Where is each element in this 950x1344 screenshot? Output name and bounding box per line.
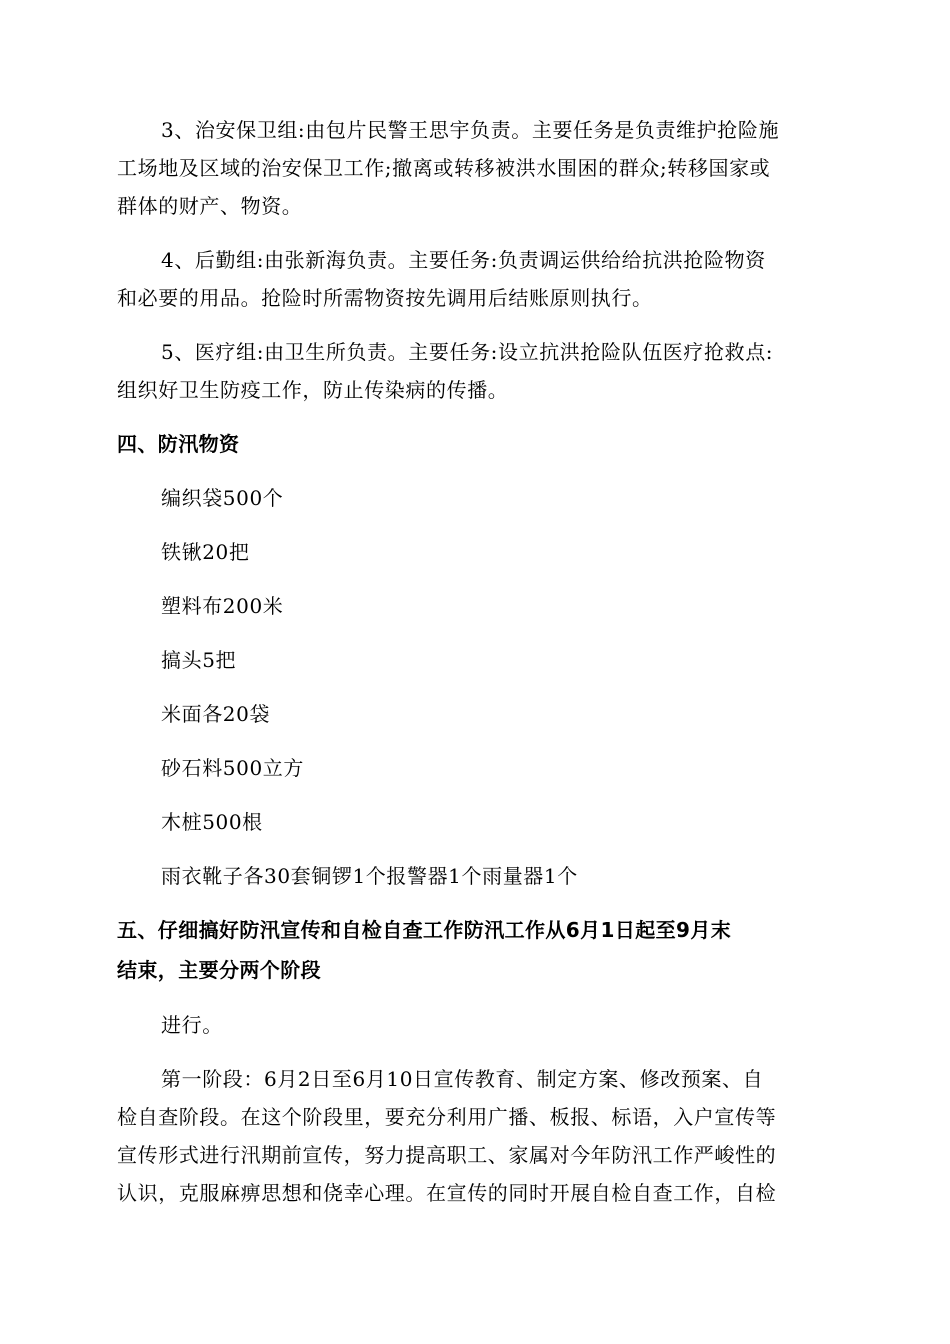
- material-item: 雨衣靴子各30套铜锣1个报警器1个雨量器1个: [161, 864, 578, 888]
- material-item: 木桩500根: [161, 810, 263, 834]
- item-3-line-3: 群体的财产、物资。: [117, 194, 303, 218]
- item-5-line-1: 5、医疗组:由卫生所负责。主要任务:设立抗洪抢险队伍医疗抢救点:: [161, 340, 774, 364]
- material-item: 搞头5把: [161, 648, 237, 672]
- material-item: 编织袋500个: [161, 486, 284, 510]
- stage-1-line-1: 第一阶段：6月2日至6月10日宣传教育、制定方案、修改预案、自: [161, 1067, 764, 1091]
- section-5-heading-line-2: 结束，主要分两个阶段: [117, 958, 321, 982]
- item-3-line-1: 3、治安保卫组:由包片民警王思宇负责。主要任务是负责维护抢险施: [161, 118, 780, 142]
- material-item: 塑料布200米: [161, 594, 284, 618]
- stage-1-line-4: 认识，克服麻痹思想和侥幸心理。在宣传的同时开展自检自查工作，自检: [117, 1181, 777, 1205]
- material-item: 米面各20袋: [161, 702, 271, 726]
- stage-1-line-2: 检自查阶段。在这个阶段里，要充分利用广播、板报、标语，入户宣传等: [117, 1105, 777, 1129]
- stage-1-line-3: 宣传形式进行汛期前宣传，努力提高职工、家属对今年防汛工作严峻性的: [117, 1143, 777, 1167]
- item-5-line-2: 组织好卫生防疫工作，防止传染病的传播。: [117, 378, 509, 402]
- material-item: 砂石料500立方: [161, 756, 304, 780]
- section-5-heading-line-1: 五、仔细搞好防汛宣传和自检自查工作防汛工作从6月1日起至9月末: [117, 918, 732, 942]
- material-item: 铁锹20把: [161, 540, 250, 564]
- item-4-line-1: 4、后勤组:由张新海负责。主要任务:负责调运供给给抗洪抢险物资: [161, 248, 766, 272]
- item-4-line-2: 和必要的用品。抢险时所需物资按先调用后结账原则执行。: [117, 286, 653, 310]
- item-3-line-2: 工场地及区域的治安保卫工作;撤离或转移被洪水围困的群众;转移国家或: [117, 156, 771, 180]
- section-4-heading: 四、防汛物资: [117, 432, 240, 456]
- section-5-continuation: 进行。: [161, 1013, 223, 1037]
